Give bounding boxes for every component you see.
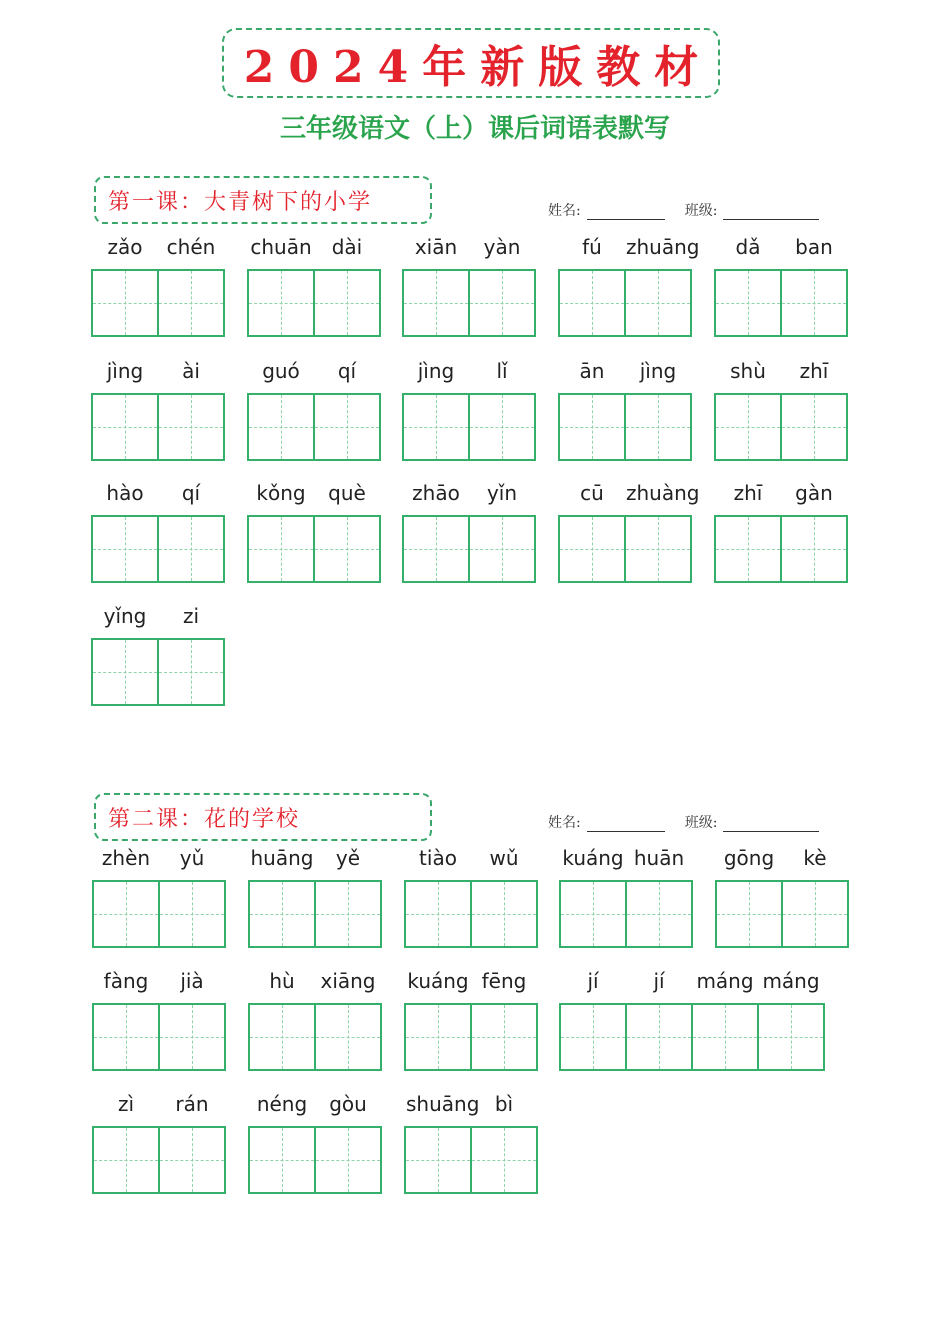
writing-cell[interactable]	[92, 1092, 160, 1194]
pinyin-label: jí	[653, 969, 665, 993]
word-box	[92, 969, 226, 1071]
pinyin-label: kuáng	[407, 969, 469, 993]
word-box	[91, 604, 225, 706]
pinyin-label: zhèn	[101, 846, 151, 870]
pinyin-label: chuān	[250, 235, 312, 259]
guide-line-horizontal	[250, 1037, 314, 1038]
pinyin-label: zhī	[799, 359, 829, 383]
guide-line-horizontal	[560, 303, 624, 304]
word-box	[247, 481, 381, 583]
guide-line-horizontal	[717, 914, 781, 915]
pinyin-label: ban	[795, 235, 833, 259]
pinyin-label: lǐ	[496, 359, 508, 383]
guide-line-horizontal	[93, 303, 157, 304]
guide-line-horizontal	[782, 549, 846, 550]
word-box	[404, 969, 538, 1071]
guide-line-horizontal	[472, 914, 536, 915]
pinyin-label: ài	[182, 359, 200, 383]
pinyin-label: kǒng	[256, 481, 306, 505]
writing-cell[interactable]	[158, 846, 226, 948]
pinyin-label: tiào	[419, 846, 457, 870]
guide-line-horizontal	[406, 1160, 470, 1161]
pinyin-label: qí	[337, 359, 357, 383]
word-box	[247, 235, 381, 337]
pinyin-label: kuáng	[562, 846, 624, 870]
guide-line-horizontal	[94, 914, 158, 915]
word-box	[714, 235, 848, 337]
guide-line-horizontal	[249, 549, 313, 550]
guide-line-horizontal	[472, 1160, 536, 1161]
guide-line-horizontal	[249, 427, 313, 428]
pinyin-label: máng	[696, 969, 754, 993]
guide-line-horizontal	[626, 303, 690, 304]
pinyin-label: rán	[175, 1092, 209, 1116]
guide-line-horizontal	[160, 1037, 224, 1038]
word-box	[715, 846, 849, 948]
writing-cell[interactable]	[624, 235, 700, 337]
writing-cell[interactable]	[714, 359, 782, 461]
lesson-1-header	[94, 176, 432, 224]
word-box	[402, 359, 536, 461]
writing-cell[interactable]	[402, 481, 470, 583]
guide-line-horizontal	[93, 427, 157, 428]
writing-cell[interactable]	[402, 235, 470, 337]
writing-cell[interactable]	[470, 846, 538, 948]
guide-line-horizontal	[404, 427, 468, 428]
word-box	[92, 846, 226, 948]
guide-line-horizontal	[782, 303, 846, 304]
class-field[interactable]	[723, 817, 819, 832]
guide-line-horizontal	[404, 549, 468, 550]
pinyin-label: jìng	[106, 359, 144, 383]
writing-cell[interactable]	[468, 481, 536, 583]
writing-cell[interactable]	[781, 846, 849, 948]
writing-cell[interactable]	[313, 359, 381, 461]
writing-cell[interactable]	[314, 969, 382, 1071]
writing-cell[interactable]	[158, 1092, 226, 1194]
writing-cell[interactable]	[404, 969, 472, 1071]
name-field[interactable]	[587, 817, 665, 832]
pinyin-label: shuāng	[406, 1092, 480, 1116]
pinyin-label: zhāo	[412, 481, 460, 505]
pinyin-label: xiāng	[320, 969, 376, 993]
pinyin-label: zì	[117, 1092, 135, 1116]
pinyin-label: dǎ	[735, 235, 761, 259]
pinyin-label: gōng	[723, 846, 775, 870]
pinyin-label: yàn	[483, 235, 521, 259]
word-box	[558, 481, 700, 583]
guide-line-horizontal	[249, 303, 313, 304]
pinyin-label: yǐn	[486, 481, 518, 505]
pinyin-label: huān	[633, 846, 685, 870]
pinyin-label: jìng	[417, 359, 455, 383]
pinyin-label: fàng	[103, 969, 149, 993]
word-box	[402, 235, 536, 337]
writing-cell[interactable]	[247, 359, 315, 461]
guide-line-horizontal	[406, 1037, 470, 1038]
writing-cell[interactable]	[248, 1092, 316, 1194]
writing-cell[interactable]	[780, 359, 848, 461]
pinyin-label: bì	[494, 1092, 514, 1116]
word-box	[402, 481, 536, 583]
guide-line-horizontal	[250, 914, 314, 915]
guide-line-horizontal	[404, 303, 468, 304]
pinyin-label: zhī	[733, 481, 763, 505]
pinyin-label: zhuāng	[626, 235, 700, 259]
guide-line-horizontal	[316, 1037, 380, 1038]
pinyin-label: zǎo	[107, 235, 143, 259]
guide-line-horizontal	[560, 427, 624, 428]
writing-cell[interactable]	[714, 481, 782, 583]
pinyin-label: shù	[730, 359, 766, 383]
word-box	[714, 359, 848, 461]
word-box	[558, 235, 700, 337]
pinyin-label: hào	[106, 481, 144, 505]
guide-line-horizontal	[316, 914, 380, 915]
writing-cell[interactable]	[157, 604, 225, 706]
writing-cell[interactable]	[625, 969, 693, 1071]
word-box	[91, 481, 225, 583]
writing-cell[interactable]	[558, 359, 626, 461]
guide-line-horizontal	[561, 914, 625, 915]
guide-line-horizontal	[470, 549, 534, 550]
word-box	[91, 235, 225, 337]
writing-cell[interactable]	[91, 604, 159, 706]
pinyin-label: ān	[579, 359, 605, 383]
word-box	[248, 1092, 382, 1194]
writing-cell[interactable]	[559, 846, 627, 948]
word-box	[559, 846, 693, 948]
writing-cell[interactable]	[714, 235, 782, 337]
guide-line-horizontal	[315, 427, 379, 428]
writing-cell[interactable]	[780, 235, 848, 337]
pinyin-label: zi	[182, 604, 200, 628]
guide-line-horizontal	[160, 1160, 224, 1161]
writing-cell[interactable]	[247, 235, 315, 337]
pinyin-label: jìng	[639, 359, 677, 383]
guide-line-horizontal	[759, 1037, 823, 1038]
writing-cell[interactable]	[314, 1092, 382, 1194]
guide-line-horizontal	[626, 549, 690, 550]
writing-cell[interactable]	[757, 969, 825, 1071]
writing-cell[interactable]	[92, 846, 160, 948]
lesson-2-name-class	[548, 812, 819, 832]
writing-cell[interactable]	[92, 969, 160, 1071]
writing-cell[interactable]	[404, 1092, 480, 1194]
pinyin-label: hù	[269, 969, 295, 993]
writing-cell[interactable]	[313, 481, 381, 583]
writing-cell[interactable]	[248, 846, 316, 948]
writing-cell[interactable]	[625, 846, 693, 948]
writing-cell[interactable]	[157, 235, 225, 337]
word-box	[559, 969, 825, 1071]
writing-cell[interactable]	[91, 359, 159, 461]
guide-line-horizontal	[693, 1037, 757, 1038]
guide-line-horizontal	[406, 914, 470, 915]
word-box	[248, 846, 382, 948]
pinyin-label: qí	[181, 481, 201, 505]
guide-line-horizontal	[716, 549, 780, 550]
writing-cell[interactable]	[91, 235, 159, 337]
page-subtitle: 三年级语文（上）课后词语表默写	[279, 114, 670, 144]
class-label: 班级:	[684, 203, 718, 219]
word-box	[558, 359, 692, 461]
name-label: 姓名:	[548, 203, 581, 219]
pinyin-label: yě	[335, 846, 361, 870]
lesson-2-header	[94, 793, 432, 841]
pinyin-label: cū	[580, 481, 604, 505]
pinyin-label: gàn	[795, 481, 833, 505]
pinyin-label: dài	[331, 235, 363, 259]
guide-line-horizontal	[94, 1037, 158, 1038]
name-label: 姓名:	[548, 815, 581, 831]
word-box	[714, 481, 848, 583]
pinyin-label: huāng	[250, 846, 314, 870]
writing-cell[interactable]	[157, 481, 225, 583]
guide-line-horizontal	[470, 303, 534, 304]
writing-cell[interactable]	[624, 359, 692, 461]
word-box	[248, 969, 382, 1071]
page-title: 2024年新版教材	[243, 42, 713, 93]
writing-cell[interactable]	[624, 481, 700, 583]
guide-line-horizontal	[316, 1160, 380, 1161]
pinyin-label: kè	[803, 846, 827, 870]
pinyin-label: xiān	[414, 235, 458, 259]
pinyin-label: fú	[582, 235, 602, 259]
writing-cell[interactable]	[91, 481, 159, 583]
guide-line-horizontal	[783, 914, 847, 915]
word-box	[92, 1092, 226, 1194]
guide-line-horizontal	[315, 303, 379, 304]
guide-line-horizontal	[782, 427, 846, 428]
guide-line-horizontal	[159, 672, 223, 673]
writing-cell[interactable]	[402, 359, 470, 461]
pinyin-label: guó	[262, 359, 300, 383]
writing-cell[interactable]	[157, 359, 225, 461]
writing-cell[interactable]	[248, 969, 316, 1071]
pinyin-label: fēng	[481, 969, 527, 993]
pinyin-label: zhuàng	[626, 481, 700, 505]
pinyin-label: yǔ	[179, 846, 205, 870]
pinyin-label: máng	[762, 969, 820, 993]
guide-line-horizontal	[626, 427, 690, 428]
word-box	[404, 1092, 538, 1194]
guide-line-horizontal	[159, 427, 223, 428]
class-label: 班级:	[684, 815, 718, 831]
guide-line-horizontal	[561, 1037, 625, 1038]
word-box	[404, 846, 538, 948]
writing-cell[interactable]	[558, 481, 626, 583]
pinyin-label: gòu	[329, 1092, 367, 1116]
guide-line-horizontal	[250, 1160, 314, 1161]
word-box	[91, 359, 225, 461]
writing-cell[interactable]	[691, 969, 759, 1071]
pinyin-label: yǐng	[103, 604, 147, 628]
writing-cell[interactable]	[470, 1092, 538, 1194]
guide-line-horizontal	[93, 549, 157, 550]
writing-cell[interactable]	[404, 846, 472, 948]
pinyin-label: què	[328, 481, 366, 505]
lesson-1-name-class	[548, 200, 819, 220]
title-banner	[222, 28, 720, 98]
pinyin-label: jí	[587, 969, 599, 993]
writing-cell[interactable]	[158, 969, 226, 1071]
writing-cell[interactable]	[247, 481, 315, 583]
pinyin-label: jià	[180, 969, 204, 993]
guide-line-horizontal	[470, 427, 534, 428]
writing-cell[interactable]	[559, 969, 627, 1071]
lesson-1-title: 第一课：大青树下的小学	[108, 189, 373, 215]
guide-line-horizontal	[94, 1160, 158, 1161]
guide-line-horizontal	[93, 672, 157, 673]
pinyin-label: néng	[256, 1092, 308, 1116]
writing-cell[interactable]	[313, 235, 381, 337]
guide-line-horizontal	[159, 549, 223, 550]
guide-line-horizontal	[315, 549, 379, 550]
guide-line-horizontal	[159, 303, 223, 304]
name-field[interactable]	[587, 205, 665, 220]
pinyin-label: chén	[166, 235, 216, 259]
word-box	[247, 359, 381, 461]
guide-line-horizontal	[472, 1037, 536, 1038]
writing-cell[interactable]	[468, 235, 536, 337]
guide-line-horizontal	[627, 914, 691, 915]
writing-cell[interactable]	[780, 481, 848, 583]
writing-cell[interactable]	[715, 846, 783, 948]
class-field[interactable]	[723, 205, 819, 220]
guide-line-horizontal	[160, 914, 224, 915]
guide-line-horizontal	[716, 427, 780, 428]
writing-cell[interactable]	[470, 969, 538, 1071]
pinyin-label: wǔ	[489, 846, 519, 870]
writing-cell[interactable]	[558, 235, 626, 337]
guide-line-horizontal	[560, 549, 624, 550]
guide-line-horizontal	[716, 303, 780, 304]
writing-cell[interactable]	[314, 846, 382, 948]
guide-line-horizontal	[627, 1037, 691, 1038]
writing-cell[interactable]	[468, 359, 536, 461]
lesson-2-title: 第二课：花的学校	[108, 806, 301, 832]
